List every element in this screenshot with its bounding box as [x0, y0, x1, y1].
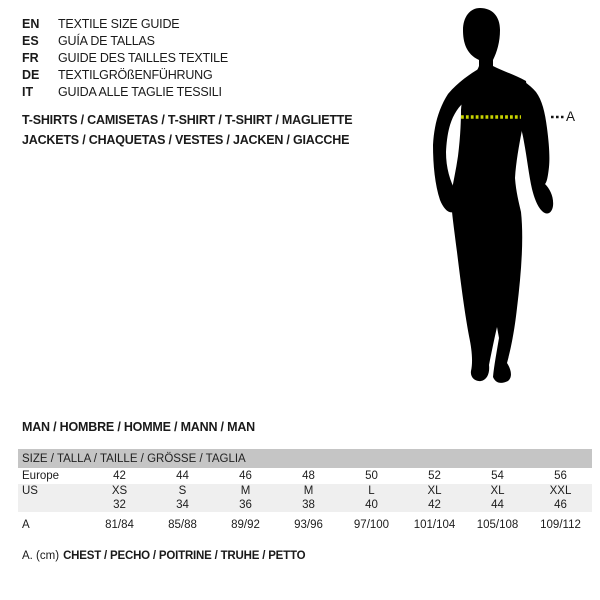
category-lines — [22, 110, 352, 150]
size-cell: M — [277, 484, 340, 498]
size-cell: 105/108 — [466, 512, 529, 534]
size-cell: 52 — [403, 468, 466, 484]
size-cell: 101/104 — [403, 512, 466, 534]
size-cell: 109/112 — [529, 512, 592, 534]
size-cell: 44 — [466, 498, 529, 512]
size-cell: XL — [466, 484, 529, 498]
size-cell: XXL — [529, 484, 592, 498]
size-cell: 46 — [529, 498, 592, 512]
size-cell: 46 — [214, 468, 277, 484]
size-cell: 38 — [277, 498, 340, 512]
size-cell: XS — [88, 484, 151, 498]
category-line-tshirts: T-SHIRTS / CAMISETAS / T-SHIRT / T-SHIRT / MAGLIETTE — [22, 113, 353, 127]
language-code: FR — [22, 51, 39, 65]
row-label: Europe — [18, 468, 88, 484]
row-label — [18, 498, 88, 512]
footnote-text: CHEST / PECHO / POITRINE / TRUHE / PETTO — [63, 550, 306, 562]
row-label: A — [18, 512, 88, 534]
man-figure — [400, 0, 600, 400]
language-row — [22, 33, 228, 50]
size-cell: S — [151, 484, 214, 498]
language-code: EN — [22, 17, 40, 31]
size-cell: 42 — [88, 468, 151, 484]
size-cell: 56 — [529, 468, 592, 484]
language-code: DE — [22, 68, 40, 82]
size-cell: L — [340, 484, 403, 498]
footnote-prefix: A. (cm) — [22, 550, 60, 562]
language-row — [22, 67, 228, 84]
section-heading-man: MAN / HOMBRE / HOMME / MANN / MAN — [22, 420, 255, 434]
language-row — [22, 50, 228, 67]
size-cell: 85/88 — [151, 512, 214, 534]
language-title: TEXTILGRÖßENFÜHRUNG — [58, 68, 213, 82]
man-silhouette-svg — [400, 0, 600, 400]
language-title: GUÍA DE TALLAS — [58, 34, 155, 48]
size-cell: 97/100 — [340, 512, 403, 534]
size-cell: 40 — [340, 498, 403, 512]
size-cell: 93/96 — [277, 512, 340, 534]
size-table-header: SIZE / TALLA / TAILLE / GRÖSSE / TAGLIA — [18, 449, 592, 468]
language-list — [22, 16, 228, 101]
size-table-header-row — [18, 449, 592, 468]
size-row-europe — [18, 468, 592, 484]
size-cell: 54 — [466, 468, 529, 484]
size-cell: XL — [403, 484, 466, 498]
size-row-a-chest — [18, 512, 592, 534]
language-title: TEXTILE SIZE GUIDE — [58, 17, 180, 31]
size-cell: 32 — [88, 498, 151, 512]
language-code: ES — [22, 34, 39, 48]
size-cell: 36 — [214, 498, 277, 512]
size-cell: M — [214, 484, 277, 498]
size-cell: 81/84 — [88, 512, 151, 534]
size-cell: 44 — [151, 468, 214, 484]
size-cell: 42 — [403, 498, 466, 512]
size-row-us — [18, 484, 592, 498]
size-cell: 50 — [340, 468, 403, 484]
size-cell: 89/92 — [214, 512, 277, 534]
size-table — [18, 449, 592, 534]
size-cell: 48 — [277, 468, 340, 484]
language-code: IT — [22, 85, 34, 99]
language-title: GUIDA ALLE TAGLIE TESSILI — [58, 85, 222, 99]
row-label: US — [18, 484, 88, 498]
measure-label-a: A — [566, 109, 576, 124]
body-silhouette-path — [451, 8, 527, 383]
language-title: GUIDE DES TAILLES TEXTILE — [58, 51, 229, 65]
footnote-chest — [22, 550, 305, 562]
category-line-jackets: JACKETS / CHAQUETAS / VESTES / JACKEN / GIACCHE — [22, 133, 350, 147]
size-row-us-numeric — [18, 498, 592, 512]
size-cell: 34 — [151, 498, 214, 512]
language-row — [22, 16, 228, 33]
language-row — [22, 84, 228, 101]
